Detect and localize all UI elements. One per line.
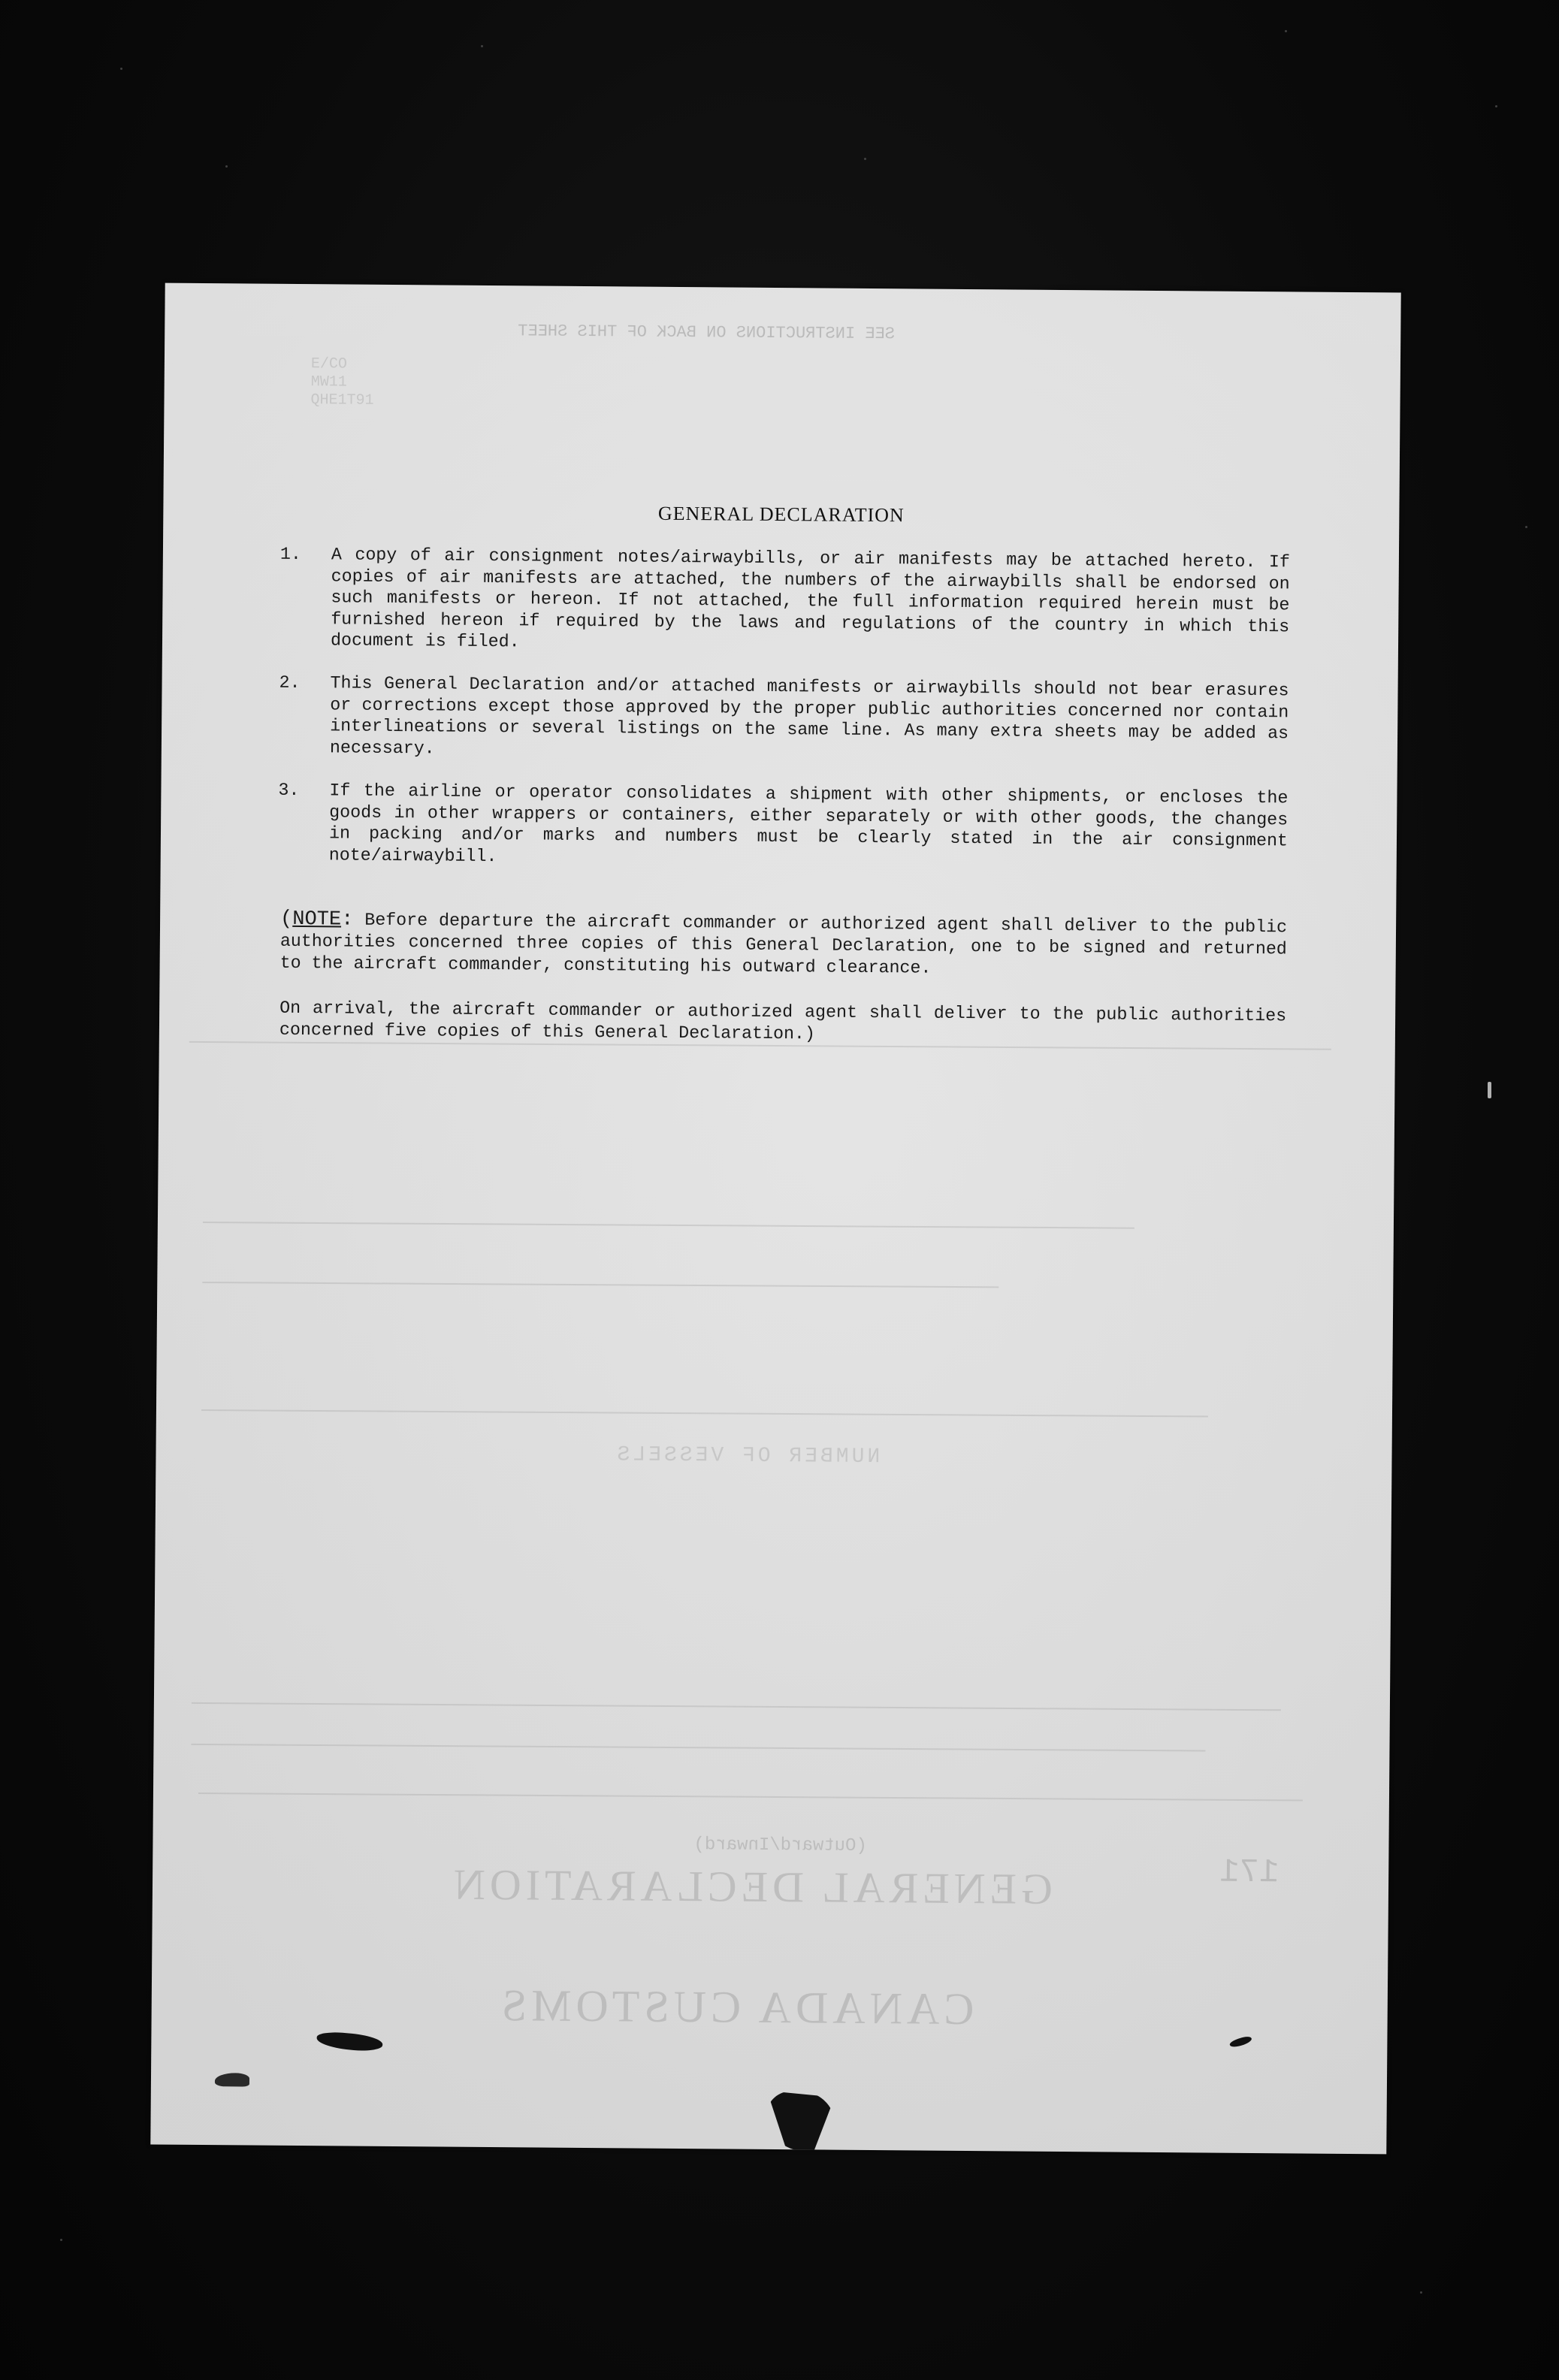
document-page [150,283,1400,2155]
note-departure [280,909,1288,983]
dust-speck [1488,1082,1491,1098]
bleed-through-codes: E/CO MW11 QHE1T91 [310,355,374,409]
note-colon: : [341,908,354,932]
dust-speck [60,2239,62,2241]
dust-speck [1495,105,1497,107]
document-title: GENERAL DECLARATION [657,502,905,527]
note-open-paren: ( [279,908,293,931]
item-number: 1. [279,544,301,565]
dust-speck [225,165,228,168]
instruction-item-3 [278,780,1289,874]
dust-speck [864,158,866,160]
dust-speck [1285,30,1287,32]
note-label: NOTE [292,908,342,932]
bleed-through-top-note: SEE INSTRUCTIONS ON BACK OF THIS SHEET [518,322,896,344]
item-text: If the airline or operator consolidates a shipment with other shipments, or encloses the goods in other wrappers or containers, either separately or with other goods, the changes in packing and/or marks and numbers must be clearly stated in the air consignment note/airwaybill. [328,781,1289,866]
item-text: A copy of air consignment notes/airwaybills, or air manifests may be attached hereto. If copies of air manifests are attached, the numbers of the airwaybills shall be endorsed on such manifests or hereon. If not attached, the full information required herein must be furnished hereon if required by the laws and regulations of the country in which this document is filed. [330,545,1290,652]
item-text: This General Declaration and/or attached manifests or airwaybills should not bear erasures or corrections except those approved by the proper public authorities concerned nor contain interlineations or several listings on the same line. As many extra sheets may be added as necessary. [329,673,1289,758]
dust-speck [1420,2291,1422,2294]
dust-speck [1525,526,1527,528]
bleed-through-section: NUMBER OF VESSELS [614,1443,881,1469]
dust-speck [120,68,122,70]
item-number: 2. [279,672,301,693]
item-number: 3. [278,780,300,801]
instruction-item-1 [279,544,1290,659]
note-arrival-text: On arrival, the aircraft commander or authorized agent shall deliver to the public authorities concerned five copies of this General Declaration.) [279,998,1287,1044]
instruction-item-2 [279,672,1289,766]
dust-speck [481,45,483,47]
bleed-through-form-title: GENERAL DECLARATION [449,1859,1053,1913]
note-arrival [279,998,1286,1050]
bleed-through-agency: CANADA CUSTOMS [497,1980,974,2034]
bleed-through-form-no: 171 [1219,1853,1280,1892]
note-departure-text: Before departure the aircraft commander or authorized agent shall deliver to the public authorities concerned three copies of this General Declaration, one to be signed and returned to the aircraft commander, constituting his outward clearance. [279,910,1288,978]
bleed-through-subtitle: (Outward/Inward) [693,1835,867,1856]
ink-blot [215,2073,249,2086]
